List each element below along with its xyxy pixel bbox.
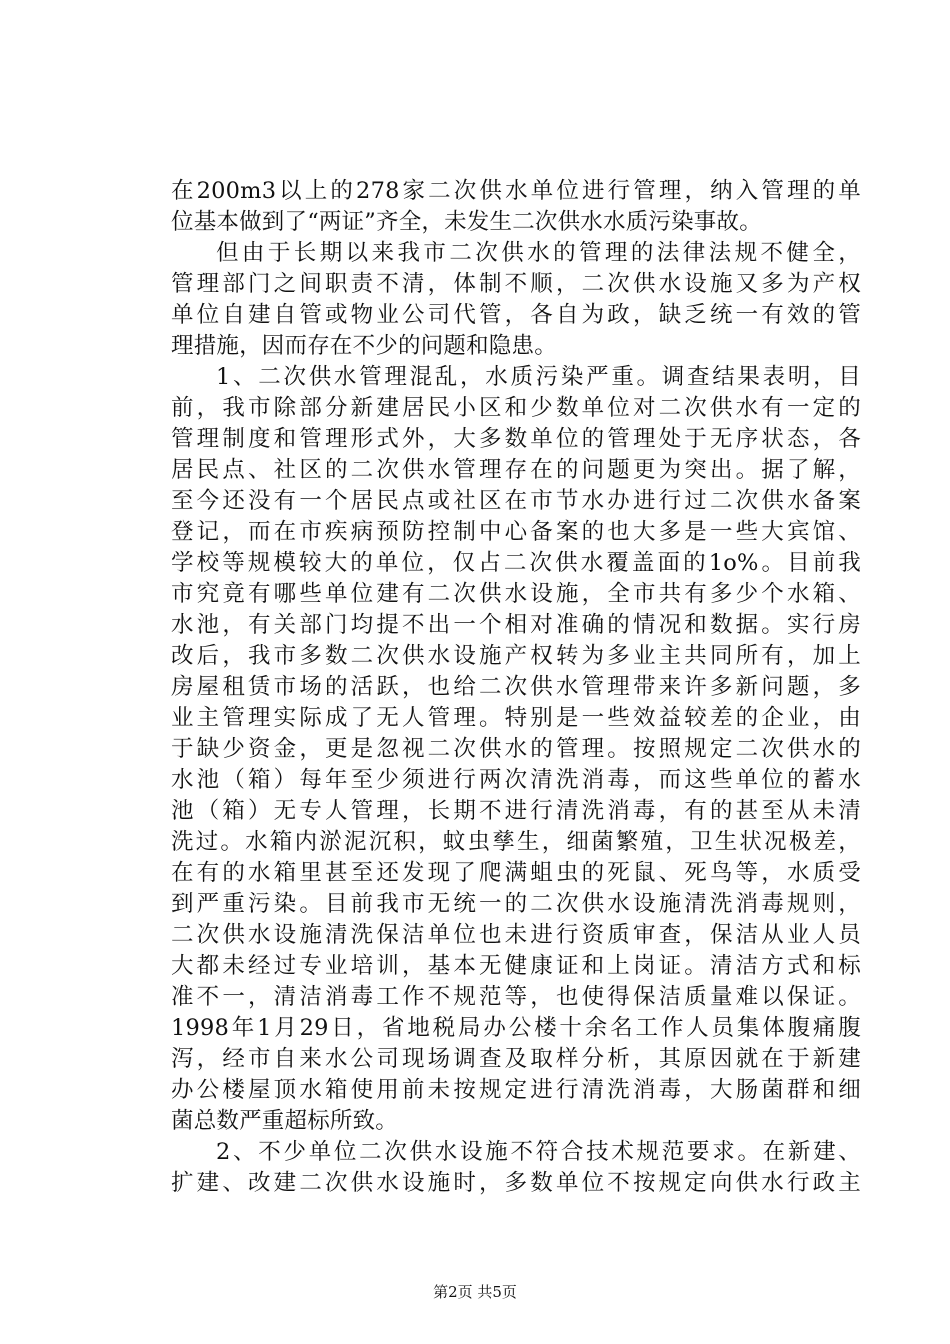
text-line: 单位自建自管或物业公司代管，各自为政，缺乏统一有效的管: [171, 302, 861, 328]
text-line: 办公楼屋顶水箱使用前未按规定进行清洗消毒，大肠菌群和细: [171, 1077, 861, 1103]
text-line: 前，我市除部分新建居民小区和少数单位对二次供水有一定的: [171, 395, 861, 421]
text-line: 业主管理实际成了无人管理。特别是一些效益较差的企业，由: [171, 705, 861, 731]
text-line: 水池（箱）每年至少须进行两次清洗消毒，而这些单位的蓄水: [171, 767, 861, 793]
text-line: 菌总数严重超标所致。: [171, 1108, 399, 1134]
text-line: 管理部门之间职责不清，体制不顺，二次供水设施又多为产权: [171, 271, 861, 297]
text-line: 扩建、改建二次供水设施时，多数单位不按规定向供水行政主: [171, 1170, 861, 1196]
text-line: 泻，经市自来水公司现场调查及取样分析，其原因就在于新建: [171, 1046, 861, 1072]
text-line: 大都未经过专业培训，基本无健康证和上岗证。清洁方式和标: [171, 953, 861, 979]
text-line: 至今还没有一个居民点或社区在市节水办进行过二次供水备案: [171, 488, 861, 514]
page-footer: 第2页 共5页: [433, 1283, 517, 1301]
text-line: 在有的水箱里甚至还发现了爬满蛆虫的死鼠、死鸟等，水质受: [171, 860, 861, 886]
text-line: 管理制度和管理形式外，大多数单位的管理处于无序状态，各: [171, 426, 861, 452]
text-line: 理措施，因而存在不少的问题和隐患。: [171, 333, 557, 359]
text-line: 于缺少资金，更是忽视二次供水的管理。按照规定二次供水的: [171, 736, 861, 762]
text-line: 在200m3以上的278家二次供水单位进行管理，纳入管理的单: [171, 178, 861, 204]
text-line: 学校等规模较大的单位，仅占二次供水覆盖面的1o%。目前我: [171, 550, 861, 576]
text-line: 改后，我市多数二次供水设施产权转为多业主共同所有，加上: [171, 643, 861, 669]
text-line: 池（箱）无专人管理，长期不进行清洗消毒，有的甚至从未清: [171, 798, 861, 824]
text-line: 水池，有关部门均提不出一个相对准确的情况和数据。实行房: [171, 612, 861, 638]
text-line: 准不一，清洁消毒工作不规范等，也使得保洁质量难以保证。: [171, 984, 861, 1010]
text-line: 但由于长期以来我市二次供水的管理的法律法规不健全，: [216, 240, 861, 266]
text-line: 1998年1月29日，省地税局办公楼十余名工作人员集体腹痛腹: [171, 1015, 861, 1041]
text-line: 1、二次供水管理混乱，水质污染严重。调查结果表明，目: [216, 364, 861, 390]
text-line: 居民点、社区的二次供水管理存在的问题更为突出。据了解，: [171, 457, 861, 483]
text-line: 位基本做到了“两证”齐全，未发生二次供水水质污染事故。: [171, 209, 762, 235]
text-line: 洗过。水箱内淤泥沉积，蚊虫孳生，细菌繁殖，卫生状况极差，: [171, 829, 861, 855]
text-line: 房屋租赁市场的活跃，也给二次供水管理带来许多新问题，多: [171, 674, 861, 700]
text-line: 2、不少单位二次供水设施不符合技术规范要求。在新建、: [216, 1139, 861, 1165]
text-line: 到严重污染。目前我市无统一的二次供水设施清洗消毒规则，: [171, 891, 861, 917]
document-body: [171, 176, 861, 1199]
text-line: 登记，而在市疾病预防控制中心备案的也大多是一些大宾馆、: [171, 519, 861, 545]
text-line: 二次供水设施清洗保洁单位也未进行资质审查，保洁从业人员: [171, 922, 861, 948]
text-line: 市究竟有哪些单位建有二次供水设施，全市共有多少个水箱、: [171, 581, 861, 607]
